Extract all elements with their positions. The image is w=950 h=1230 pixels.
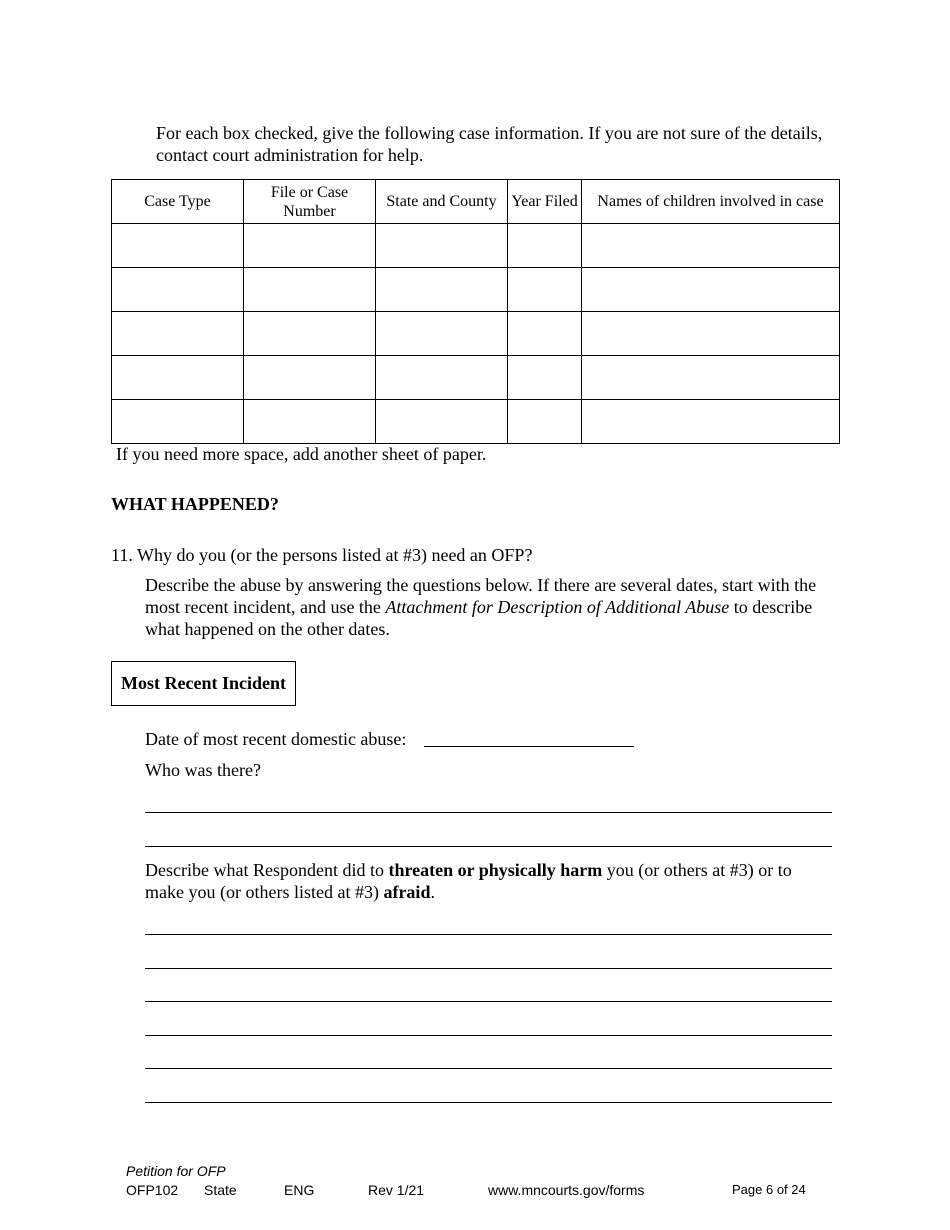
threat-description-line[interactable]: [145, 968, 832, 969]
header-state-county: State and County: [376, 180, 508, 224]
footer-revision: Rev 1/21: [368, 1182, 425, 1198]
threat-bold-1: threaten or physically harm: [388, 860, 603, 880]
file-number-cell[interactable]: [244, 312, 376, 356]
footer-jurisdiction: State: [204, 1182, 237, 1198]
more-space-note: If you need more space, add another sheet of paper.: [116, 444, 487, 464]
state-county-cell[interactable]: [376, 312, 508, 356]
state-county-cell[interactable]: [376, 356, 508, 400]
threat-description-line[interactable]: [145, 1068, 832, 1069]
threat-text-3: .: [430, 882, 435, 902]
threat-description-line[interactable]: [145, 934, 832, 935]
threat-description-line[interactable]: [145, 1102, 832, 1103]
footer-page-number: Page 6 of 24: [732, 1182, 806, 1197]
state-county-cell[interactable]: [376, 400, 508, 444]
table-row: [112, 312, 840, 356]
children-names-cell[interactable]: [582, 400, 840, 444]
threat-bold-2: afraid: [383, 882, 431, 902]
year-filed-cell[interactable]: [508, 356, 582, 400]
date-of-abuse-field[interactable]: [424, 746, 634, 747]
year-filed-cell[interactable]: [508, 268, 582, 312]
describe-text-2: to describe what happened on the other dates.: [145, 597, 813, 639]
footer-form-title: Petition for OFP: [126, 1163, 226, 1179]
most-recent-incident-label: Most Recent Incident: [111, 661, 296, 706]
children-names-cell[interactable]: [582, 356, 840, 400]
header-case-type: Case Type: [112, 180, 244, 224]
header-file-number: File or Case Number: [244, 180, 376, 224]
children-names-cell[interactable]: [582, 312, 840, 356]
attachment-title: Attachment for Description of Additional Abuse: [385, 597, 730, 617]
case-type-cell[interactable]: [112, 268, 244, 312]
footer-language: ENG: [284, 1182, 315, 1198]
threat-description-prompt: [145, 859, 835, 903]
table-header-row: [112, 180, 840, 224]
table-row: [112, 400, 840, 444]
state-county-cell[interactable]: [376, 224, 508, 268]
threat-text-1: Describe what Respondent did to: [145, 860, 389, 880]
date-of-abuse-label: Date of most recent domestic abuse:: [145, 729, 407, 749]
section-heading: WHAT HAPPENED?: [111, 494, 279, 514]
year-filed-cell[interactable]: [508, 224, 582, 268]
children-names-cell[interactable]: [582, 268, 840, 312]
threat-description-line[interactable]: [145, 1001, 832, 1002]
who-was-there-line[interactable]: [145, 812, 832, 813]
case-information-table: [111, 179, 840, 444]
intro-instructions: For each box checked, give the following case information. If you are not sure of the details, contact court administration for help.: [156, 123, 823, 165]
threat-description-line[interactable]: [145, 1035, 832, 1036]
table-row: [112, 224, 840, 268]
file-number-cell[interactable]: [244, 356, 376, 400]
who-was-there-line[interactable]: [145, 846, 832, 847]
state-county-cell[interactable]: [376, 268, 508, 312]
children-names-cell[interactable]: [582, 224, 840, 268]
case-type-cell[interactable]: [112, 356, 244, 400]
file-number-cell[interactable]: [244, 224, 376, 268]
footer-url[interactable]: www.mncourts.gov/forms: [488, 1182, 645, 1198]
table-row: [112, 356, 840, 400]
header-children-names: Names of children involved in case: [582, 180, 840, 224]
describe-text-1: Describe the abuse by answering the questions below. If there are several dates, start with the most recent incident, and use the: [145, 575, 817, 617]
year-filed-cell[interactable]: [508, 400, 582, 444]
describe-abuse-instructions: [145, 574, 835, 640]
case-type-cell[interactable]: [112, 312, 244, 356]
who-was-there-label: Who was there?: [145, 760, 261, 780]
case-type-cell[interactable]: [112, 400, 244, 444]
file-number-cell[interactable]: [244, 268, 376, 312]
file-number-cell[interactable]: [244, 400, 376, 444]
threat-text-2: you (or others at #3) or to make you (or others listed at #3): [145, 860, 792, 902]
header-year-filed: Year Filed: [508, 180, 582, 224]
footer-form-number: OFP102: [126, 1182, 179, 1198]
question-11: 11. Why do you (or the persons listed at #3) need an OFP?: [111, 545, 533, 565]
case-type-cell[interactable]: [112, 224, 244, 268]
table-row: [112, 268, 840, 312]
year-filed-cell[interactable]: [508, 312, 582, 356]
